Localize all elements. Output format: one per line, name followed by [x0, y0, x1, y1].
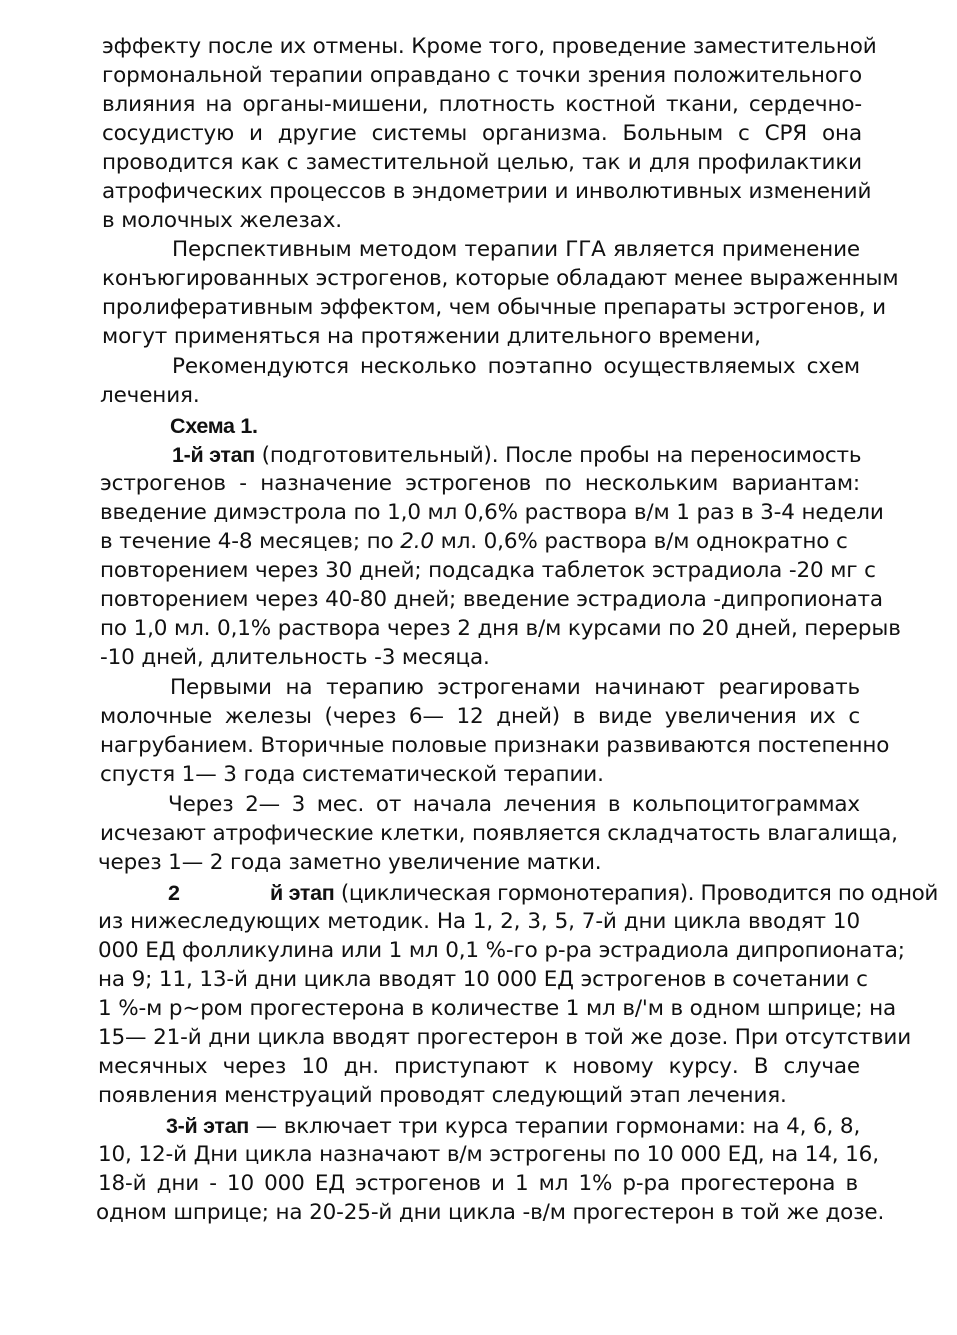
text-line: лечения. [100, 383, 200, 408]
text-run: — включает три курса терапии гормонами: на 4, 6, 8, [248, 1114, 861, 1139]
text-line: повторением через 40-80 дней; введение эстрадиола -дипропионата [100, 587, 883, 612]
text-line: сосудистую и другие системы организма. Больным с СРЯ она [102, 121, 862, 146]
text-line [100, 528, 848, 556]
text-run: (подготовительный). После пробы на переносимость [254, 443, 862, 468]
text-line: 000 ЕД фолликулина или 1 мл 0,1 %-го р-ра эстрадиола дипропионата; [98, 938, 905, 963]
section-heading: Схема 1. [170, 414, 258, 438]
text-line: атрофических процессов в эндометрии и инволютивных изменений [102, 179, 872, 204]
text-line: введение димэстрола по 1,0 мл 0,6% раствора в/м 1 раз в 3-4 недели [100, 500, 884, 525]
text-line: исчезают атрофические клетки, появляется складчатость влагалища, [100, 821, 898, 846]
text-line: Первыми на терапию эстрогенами начинают реагировать [170, 675, 860, 700]
text-line [172, 441, 861, 469]
text-line [166, 1112, 860, 1140]
text-line: на 9; 11, 13-й дни цикла вводят 10 000 ЕД эстрогенов в сочетании с [98, 967, 868, 992]
text-line: из нижеследующих методик. На 1, 2, 3, 5, 7-й дни цикла вводят 10 [98, 909, 860, 934]
text-line: одном шприце; на 20-25-й дни цикла -в/м прогестерон в той же дозе. [96, 1200, 885, 1225]
text-line: пролиферативным эффектом, чем обычные препараты эстрогенов, и [102, 295, 886, 320]
text-line: проводится как с заместительной целью, так и для профилактики [102, 150, 862, 175]
stage-label: 3-й этап [166, 1114, 249, 1138]
text-line: -10 дней, длительность -3 месяца. [100, 645, 490, 670]
text-line: появления менструаций проводят следующий этап лечения. [98, 1083, 787, 1108]
text-line: через 1— 2 года заметно увеличение матки. [98, 850, 602, 875]
text-line [270, 879, 938, 907]
text-run: в течение 4-8 месяцев; по [100, 529, 401, 554]
text-line: Через 2— 3 мес. от начала лечения в кольпоцитограммах [168, 792, 860, 817]
text-line: 18-й дни - 10 000 ЕД эстрогенов и 1 мл 1% р-ра прогестерона в [98, 1171, 858, 1196]
text-line: эстрогенов - назначение эстрогенов по нескольким вариантам: [100, 471, 860, 496]
italic-value: 2.0 [400, 529, 434, 554]
text-run: (циклическая гормонотерапия). Проводится по одной [334, 881, 938, 906]
stage-label: 1-й этап [172, 443, 255, 467]
text-line: Перспективным методом терапии ГГА является применение [172, 237, 860, 262]
text-line: молочные железы (через 6— 12 дней) в виде увеличения их с [100, 704, 860, 729]
text-line: по 1,0 мл. 0,1% раствора через 2 дня в/м курсами по 20 дней, перерыв [100, 616, 901, 641]
text-line: повторением через 30 дней; подсадка таблеток эстрадиола -20 мг с [100, 558, 876, 583]
text-line: 10, 12-й Дни цикла назначают в/м эстрогены по 10 000 ЕД, на 14, 16, [98, 1142, 879, 1167]
text-run: мл. 0,6% раствора в/м однократно с [433, 529, 848, 554]
text-line: в молочных железах. [102, 208, 342, 233]
text-line: конъюгированных эстрогенов, которые обладают менее выраженным [102, 266, 899, 291]
text-line: 15— 21-й дни цикла вводят прогестерон в той же дозе. При отсутствии [98, 1025, 912, 1050]
stage-label: й этап [270, 881, 335, 905]
text-line: 1 %-м р~ром прогестерона в количестве 1 мл в/'м в одном шприце; на [98, 996, 897, 1021]
text-line: спустя 1— 3 года систематической терапии. [100, 762, 604, 787]
text-line: гормональной терапии оправдано с точки зрения положительного [102, 63, 862, 88]
text-line: нагрубанием. Вторичные половые признаки развиваются постепенно [100, 733, 890, 758]
text-line: эффекту после их отмены. Кроме того, проведение заместительной [102, 34, 877, 59]
text-line: Рекомендуются несколько поэтапно осуществляемых схем [172, 354, 860, 379]
stage-number: 2 [168, 881, 180, 905]
text-line: месячных через 10 дн. приступают к новому курсу. В случае [98, 1054, 860, 1079]
text-line: влияния на органы-мишени, плотность костной ткани, сердечно- [102, 92, 862, 117]
text-line: могут применяться на протяжении длительного времени, [102, 324, 761, 349]
